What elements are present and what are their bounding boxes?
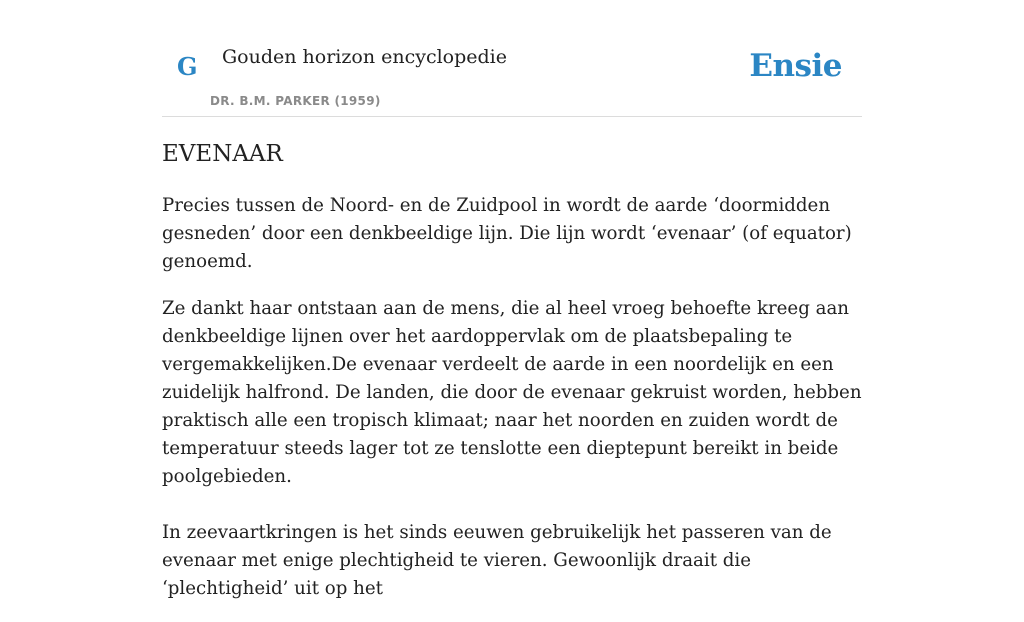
paragraph: Precies tussen de Noord- en de Zuidpool in wordt de aarde ‘doormidden gesneden’ door een denkbeeldige lijn. Die lijn wordt ‘evenaar’ (of equator) genoemd. bbox=[162, 195, 852, 272]
paragraph: Ze dankt haar ontstaan aan de mens, die al heel vroeg behoefte kreeg aan denkbeeldige lijnen over het aardoppervlak om de plaatsbepaling te vergemakkelijken.De evenaar verdeelt de aarde in een noordelijk en een zuidelijk halfrond. De landen, die door de evenaar gekruist worden, hebben praktisch alle een tropisch klimaat; naar het noorden en zuiden wordt de temperatuur steeds lager tot ze tenslotte een dieptepunt bereikt in beide poolgebieden. bbox=[162, 298, 862, 487]
encyclopedia-logo[interactable]: G bbox=[177, 52, 198, 81]
paragraph-gap bbox=[162, 491, 862, 519]
encyclopedia-page bbox=[162, 0, 862, 599]
entry-title: EVENAAR bbox=[162, 141, 283, 167]
ensie-logo[interactable]: Ensie bbox=[749, 48, 842, 84]
author-label: DR. B.M. PARKER (1959) bbox=[210, 94, 381, 108]
entry-body bbox=[162, 192, 862, 622]
paragraph: In zeevaartkringen is het sinds eeuwen gebruikelijk het passeren van de evenaar met enige plechtigheid te vieren. Gewoonlijk draait die ‘plechtigheid’ uit op het bbox=[162, 522, 832, 599]
book-title[interactable]: Gouden horizon encyclopedie bbox=[222, 46, 507, 68]
page-header bbox=[162, 0, 862, 117]
